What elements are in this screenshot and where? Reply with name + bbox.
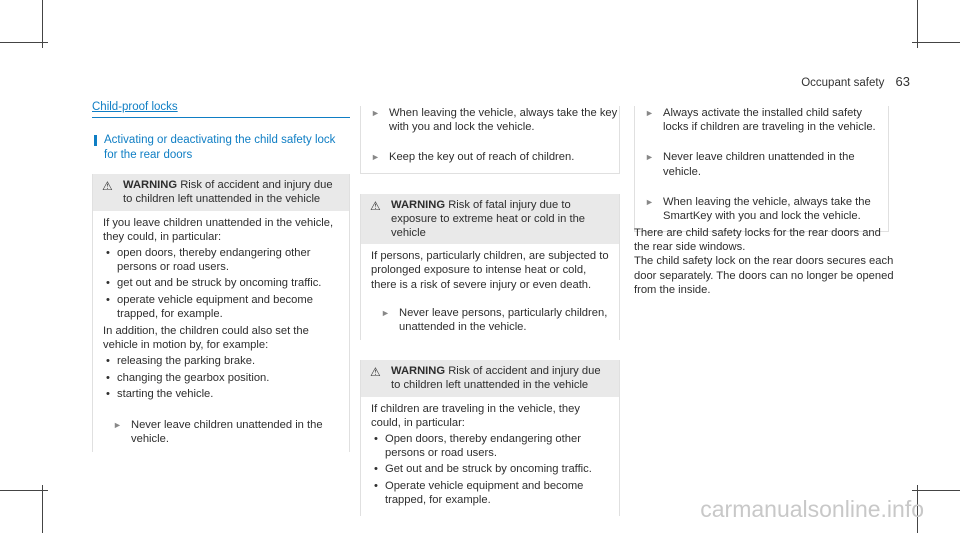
column-3 bbox=[634, 106, 889, 232]
crop-mark bbox=[0, 490, 48, 491]
step-box bbox=[360, 106, 620, 174]
list-item: • open doors, thereby endangering other persons or road users. bbox=[103, 246, 341, 274]
watermark: carmanualsonline.info bbox=[700, 496, 924, 522]
warning-head-text: Risk of fatal injury due to exposure to extreme heat or cold in the vehicle bbox=[391, 198, 586, 240]
instruction-step: ► When leaving the vehicle, always take the SmartKey with you and lock the vehicle. bbox=[645, 195, 871, 223]
crop-mark bbox=[0, 42, 48, 43]
instruction-step: ► Keep the key out of reach of children. bbox=[371, 151, 575, 164]
instruction-step: ► When leaving the vehicle, always take the key with you and lock the vehicle. bbox=[371, 107, 618, 134]
list-item: • releasing the parking brake. bbox=[103, 354, 341, 368]
warning-triangle-icon: ⚠ bbox=[370, 365, 381, 380]
heading-bar-icon bbox=[94, 135, 97, 146]
step-arrow-icon: ► bbox=[113, 420, 122, 431]
list-item: • Operate vehicle equipment and become trapped, for example. bbox=[371, 479, 611, 507]
warning-header bbox=[361, 194, 619, 245]
step-arrow-icon: ► bbox=[645, 196, 654, 207]
step-arrow-icon: ► bbox=[381, 307, 390, 318]
warning-box bbox=[92, 174, 350, 452]
step-box bbox=[634, 106, 889, 232]
step-arrow-icon: ► bbox=[645, 108, 654, 118]
warning-body bbox=[361, 397, 619, 516]
list-item: • Get out and be struck by oncoming traffic. bbox=[371, 462, 611, 476]
warning-header bbox=[93, 174, 349, 210]
warning-header bbox=[361, 360, 619, 396]
column-1 bbox=[92, 100, 350, 452]
page-number: 63 bbox=[895, 74, 910, 89]
paragraph: If children are traveling in the vehicle, they could, in particular: bbox=[371, 402, 580, 429]
warning-triangle-icon: ⚠ bbox=[102, 179, 113, 194]
bullet-list bbox=[371, 432, 611, 507]
list-item: • changing the gearbox position. bbox=[103, 371, 341, 385]
step-arrow-icon: ► bbox=[645, 152, 654, 163]
instruction-step: ► Never leave children unattended in the vehicle. bbox=[113, 419, 323, 446]
warning-head-text: Risk of accident and injury due to children left unattended in the vehicle bbox=[123, 179, 333, 206]
paragraph: If persons, particularly children, are subjected to prolonged exposure to intense heat or cold, there is a risk of severe injury or even death. bbox=[371, 250, 609, 291]
crop-mark bbox=[42, 0, 43, 48]
step-arrow-icon: ► bbox=[371, 108, 380, 118]
warning-label: WARNING bbox=[391, 198, 446, 211]
crop-mark bbox=[42, 485, 43, 533]
warning-label: WARNING bbox=[391, 365, 446, 378]
section-title: Child-proof locks bbox=[92, 100, 350, 118]
crop-mark bbox=[912, 490, 960, 491]
warning-box bbox=[360, 194, 620, 341]
warning-triangle-icon: ⚠ bbox=[370, 198, 381, 213]
crop-mark bbox=[912, 42, 960, 43]
section-name: Occupant safety bbox=[801, 77, 885, 89]
instruction-step: ► Never leave persons, particularly children, unattended in the vehicle. bbox=[381, 306, 608, 334]
instruction-step: ► Always activate the installed child safety locks if children are traveling in the vehicle. bbox=[645, 107, 876, 134]
warning-body bbox=[93, 211, 349, 453]
bullet-list bbox=[103, 246, 341, 321]
list-item: • operate vehicle equipment and become trapped, for example. bbox=[103, 293, 341, 321]
warning-label: WARNING bbox=[123, 179, 178, 192]
column-3-text bbox=[634, 226, 894, 297]
sub-heading-text: Activating or deactivating the child safety lock for the rear doors bbox=[104, 134, 336, 161]
crop-mark bbox=[917, 0, 918, 48]
list-item: • get out and be struck by oncoming traffic. bbox=[103, 276, 341, 290]
warning-box bbox=[360, 360, 620, 516]
bullet-list bbox=[103, 354, 341, 401]
warning-head-text: Risk of accident and injury due to children left unattended in the vehicle bbox=[391, 365, 601, 392]
list-item: • starting the vehicle. bbox=[103, 387, 341, 401]
column-2 bbox=[360, 106, 620, 516]
paragraph: If you leave children unattended in the vehicle, they could, in particular: bbox=[103, 216, 334, 243]
paragraph: In addition, the children could also set the vehicle in motion by, for example: bbox=[103, 325, 309, 352]
paragraph: There are child safety locks for the rear doors and the rear side windows. bbox=[634, 227, 881, 254]
instruction-step: ► Never leave children unattended in the vehicle. bbox=[645, 151, 855, 178]
warning-body bbox=[361, 244, 619, 340]
sub-heading bbox=[92, 133, 350, 162]
step-arrow-icon: ► bbox=[371, 152, 380, 163]
page-header bbox=[801, 74, 910, 89]
paragraph: The child safety lock on the rear doors secures each door separately. The doors can no longer be opened from the inside. bbox=[634, 255, 894, 296]
list-item: • Open doors, thereby endangering other persons or road users. bbox=[371, 432, 611, 460]
